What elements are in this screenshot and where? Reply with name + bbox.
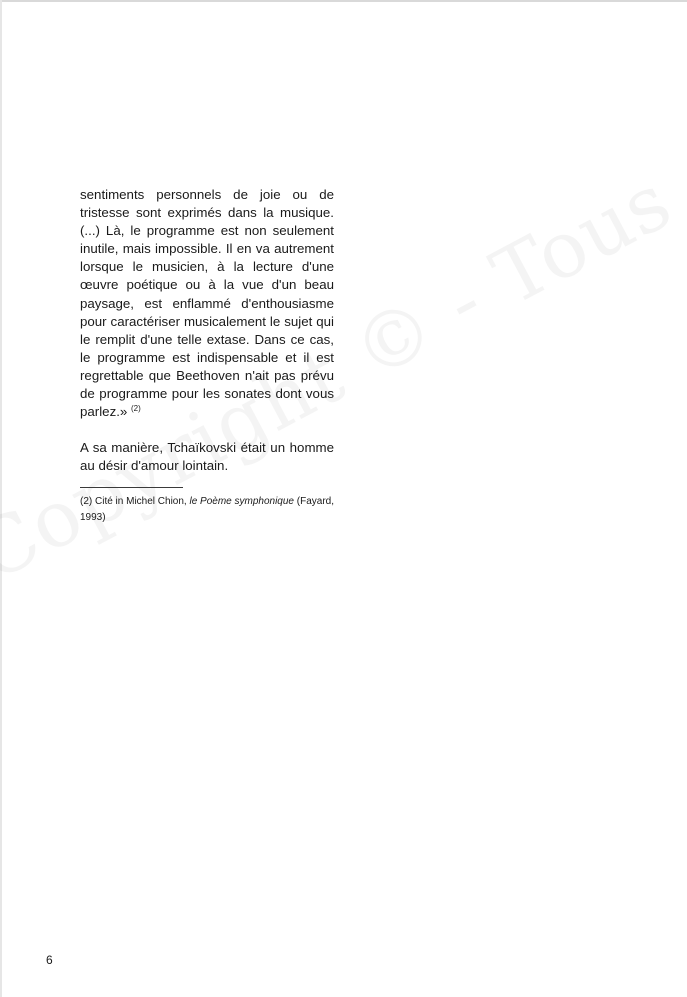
footnote-suffix: (Fayard, 1993) [80,496,335,524]
footnote-divider [80,487,183,488]
footnote-prefix: (2) Cité in Michel Chion, [80,496,190,508]
body-paragraph-quote [80,186,334,421]
page-edge-top [0,0,687,2]
footnote-reference: (2) [131,404,141,414]
body-paragraph-tchaikovski: A sa manière, Tchaïkovski était un homme au désir d'amour lointain. [80,440,334,474]
quote-text: sentiments personnels de joie ou de tristesse sont exprimés dans la musique. (...) Là, le programme est non seulement inutile, mais impossible. Il en va autrement lorsque le musicien, à la lecture d'une œuvre poétique ou à la vue d'un beau paysage, est enflammé d'enthousiasme pour caractériser musicalement le sujet qui le remplit d'une telle extase. Dans ce cas, le programme est indispensable et il est regrettable que Beethoven n'ait pas prévu de programme pour les sonates dont vous parlez.» [80,187,334,420]
footnote-title: le Poème symphonique [189,496,294,508]
text-column [80,186,334,526]
footnote [80,494,334,526]
page-number: 6 [46,953,53,967]
page-edge-left [0,0,2,997]
